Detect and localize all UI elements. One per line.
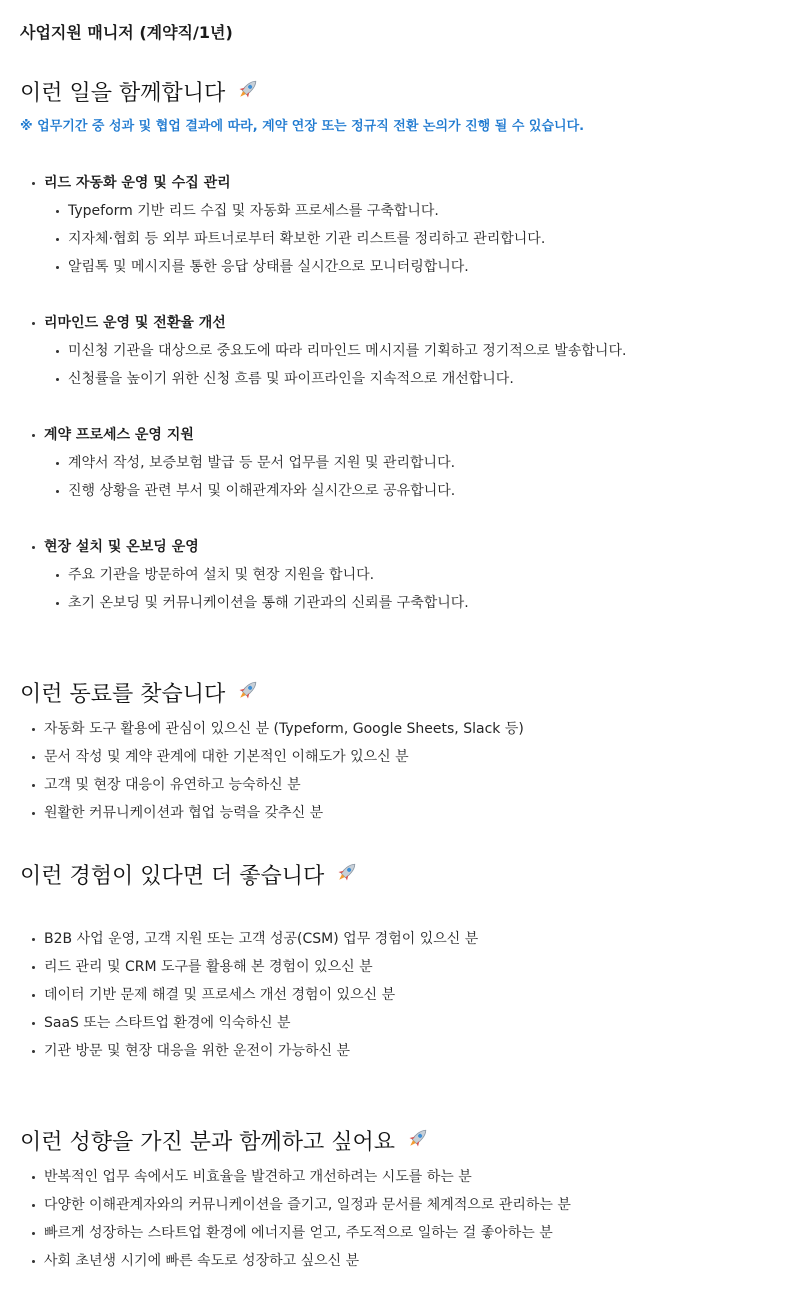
section-heading-text: 이런 성향을 가진 분과 함께하고 싶어요 xyxy=(20,1130,395,1155)
duty-group-title: 계약 프로세스 운영 지원 xyxy=(30,421,455,449)
list-item: 반복적인 업무 속에서도 비효율을 발견하고 개선하려는 시도를 하는 분 xyxy=(30,1163,571,1191)
section-heading-preferred xyxy=(20,859,360,895)
list-item: Typeform 기반 리드 수집 및 자동화 프로세스를 구축합니다. xyxy=(54,197,545,225)
duty-group-title: 현장 설치 및 온보딩 운영 xyxy=(30,533,469,561)
rocket-icon xyxy=(405,1125,431,1161)
list-item: 사회 초년생 시기에 빠른 속도로 성장하고 싶으신 분 xyxy=(30,1247,571,1275)
list-item: B2B 사업 운영, 고객 지원 또는 고객 성공(CSM) 업무 경험이 있으신 분 xyxy=(30,925,478,953)
duty-group-remind xyxy=(30,309,626,393)
section-heading-colleague xyxy=(20,677,261,713)
list-item: 원활한 커뮤니케이션과 협업 능력을 갖추신 분 xyxy=(30,799,524,827)
rocket-icon xyxy=(334,859,360,895)
list-item: 신청률을 높이기 위한 신청 흐름 및 파이프라인을 지속적으로 개선합니다. xyxy=(54,365,626,393)
list-item: 미신청 기관을 대상으로 중요도에 따라 리마인드 메시지를 기획하고 정기적으로 발송합니다. xyxy=(54,337,626,365)
list-item: 지자체·협회 등 외부 파트너로부터 확보한 기관 리스트를 정리하고 관리합니다. xyxy=(54,225,545,253)
duty-group-onboarding xyxy=(30,533,469,617)
contract-notice: ※ 업무기간 중 성과 및 협업 결과에 따라, 계약 연장 또는 정규직 전환 논의가 진행 될 수 있습니다. xyxy=(20,119,585,134)
list-item: 다양한 이해관계자와의 커뮤니케이션을 즐기고, 일정과 문서를 체계적으로 관리하는 분 xyxy=(30,1191,571,1219)
list-item: 리드 관리 및 CRM 도구를 활용해 본 경험이 있으신 분 xyxy=(30,953,478,981)
list-item: 고객 및 현장 대응이 유연하고 능숙하신 분 xyxy=(30,771,524,799)
list-item: 초기 온보딩 및 커뮤니케이션을 통해 기관과의 신뢰를 구축합니다. xyxy=(54,589,469,617)
list-item: 데이터 기반 문제 해결 및 프로세스 개선 경험이 있으신 분 xyxy=(30,981,478,1009)
duty-group-lead-automation xyxy=(30,169,545,281)
rocket-icon xyxy=(235,677,261,713)
duty-group-title: 리마인드 운영 및 전환율 개선 xyxy=(30,309,626,337)
section-heading-text: 이런 일을 함께합니다 xyxy=(20,81,226,106)
list-item: 진행 상황을 관련 부서 및 이해관계자와 실시간으로 공유합니다. xyxy=(54,477,455,505)
duty-group-contract xyxy=(30,421,455,505)
preferred-list xyxy=(30,925,478,1065)
section-heading-text: 이런 동료를 찾습니다 xyxy=(20,682,226,707)
rocket-icon xyxy=(235,76,261,112)
personality-list xyxy=(30,1163,571,1275)
requirements-list xyxy=(30,715,524,827)
section-heading-duties xyxy=(20,76,261,112)
section-heading-personality xyxy=(20,1125,431,1161)
list-item: 문서 작성 및 계약 관계에 대한 기본적인 이해도가 있으신 분 xyxy=(30,743,524,771)
job-title: 사업지원 매니저 (계약직/1년) xyxy=(20,23,233,42)
list-item: 주요 기관을 방문하여 설치 및 현장 지원을 합니다. xyxy=(54,561,469,589)
section-heading-text: 이런 경험이 있다면 더 좋습니다 xyxy=(20,864,325,889)
duty-group-title: 리드 자동화 운영 및 수집 관리 xyxy=(30,169,545,197)
list-item: 계약서 작성, 보증보험 발급 등 문서 업무를 지원 및 관리합니다. xyxy=(54,449,455,477)
list-item: SaaS 또는 스타트업 환경에 익숙하신 분 xyxy=(30,1009,478,1037)
list-item: 빠르게 성장하는 스타트업 환경에 에너지를 얻고, 주도적으로 일하는 걸 좋아하는 분 xyxy=(30,1219,571,1247)
list-item: 알림톡 및 메시지를 통한 응답 상태를 실시간으로 모니터링합니다. xyxy=(54,253,545,281)
list-item: 자동화 도구 활용에 관심이 있으신 분 (Typeform, Google Sheets, Slack 등) xyxy=(30,715,524,743)
list-item: 기관 방문 및 현장 대응을 위한 운전이 가능하신 분 xyxy=(30,1037,478,1065)
